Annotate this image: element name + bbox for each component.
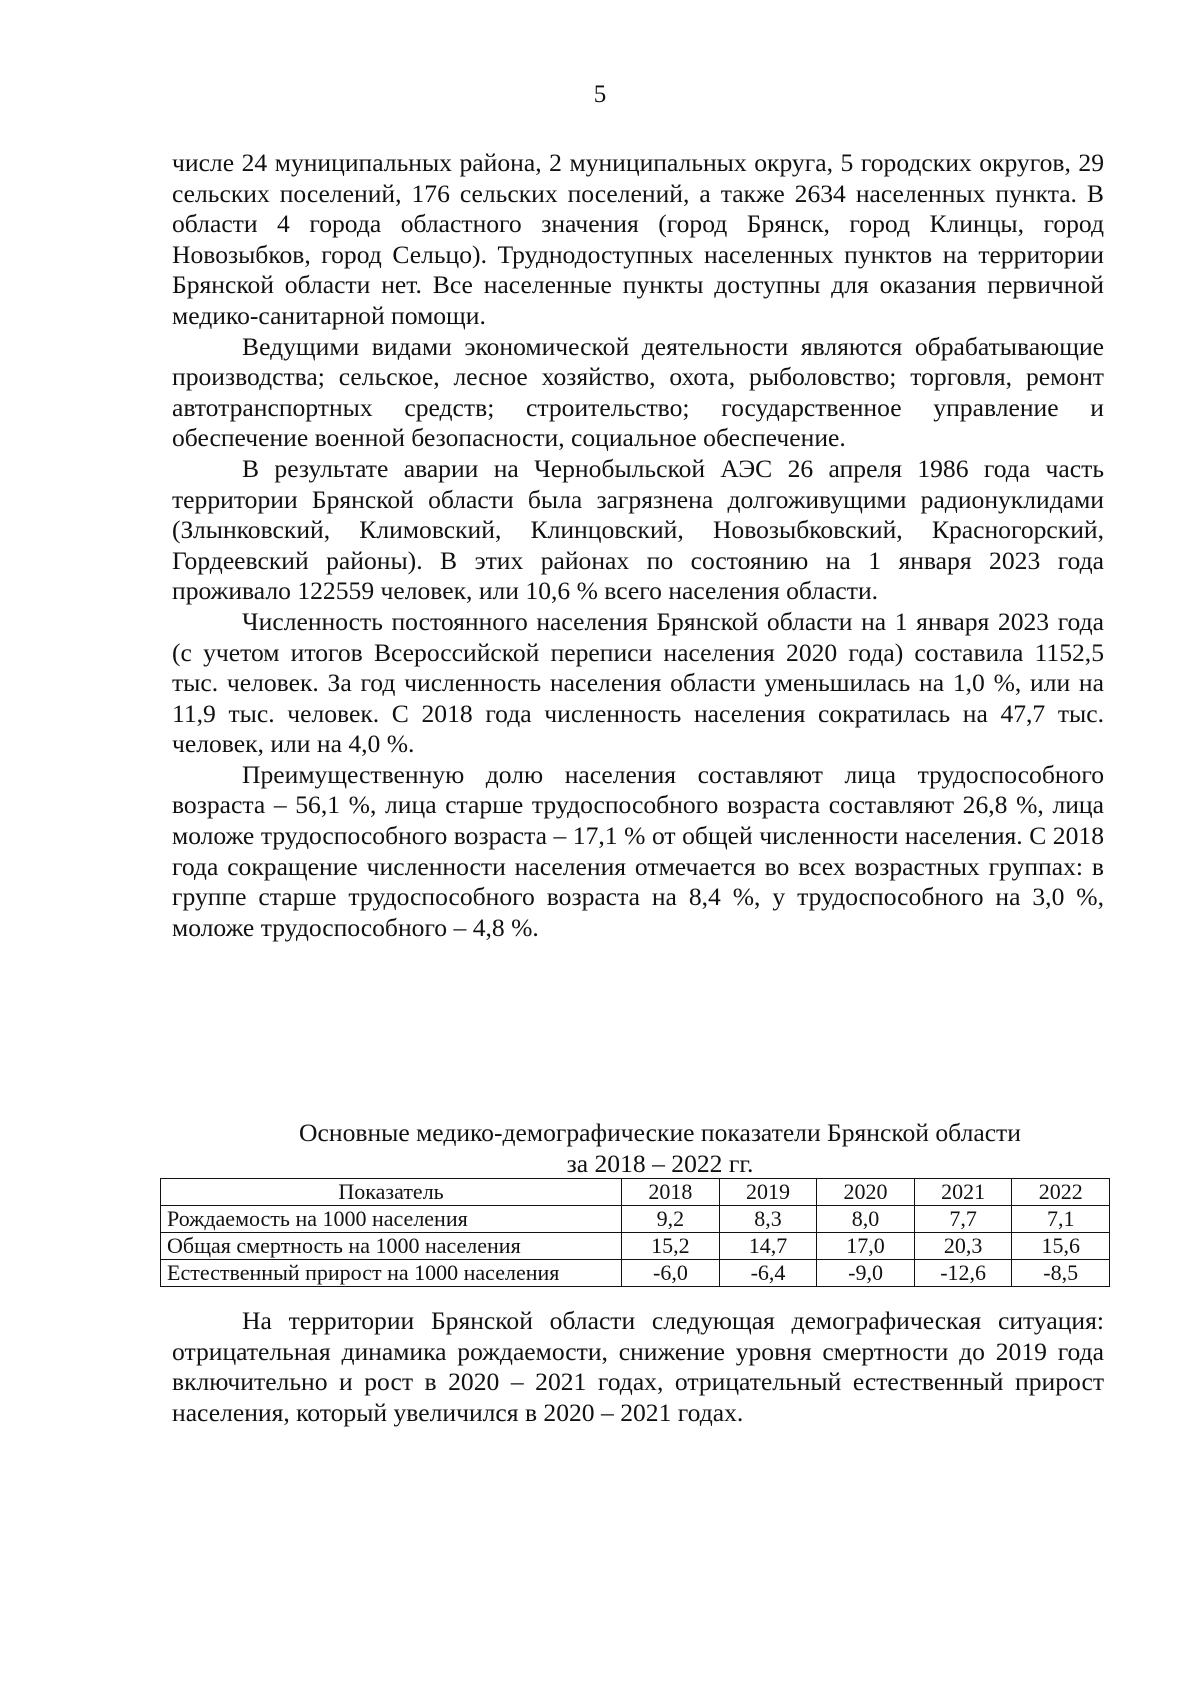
table-cell: -6,4 xyxy=(719,1260,817,1287)
table-cell: 8,3 xyxy=(719,1206,817,1233)
row-label: Общая смертность на 1000 населения xyxy=(161,1233,622,1260)
table-cell: 7,7 xyxy=(914,1206,1012,1233)
table-cell: 14,7 xyxy=(719,1233,817,1260)
paragraph-population-size: Численность постоянного населения Брянской области на 1 января 2023 года (с учетом итогов Всероссийской переписи населения 2020 года) составила 1152,5 тыс. человек. За год численность населения области уменьшилась на 1,0 %, или на 11,9 тыс. человек. С 2018 года численность населения сократилась на 47,7 тыс. человек, или на 4,0 %. xyxy=(172,606,1104,759)
header-year-2022: 2022 xyxy=(1012,1179,1110,1206)
table-cell: -9,0 xyxy=(817,1260,915,1287)
paragraph-economic-activity: Ведущими видами экономической деятельности являются обрабатывающие производства; сельское, лесное хозяйство, охота, рыболовство; торговля, ремонт автотранспортных средств; строительство; государственное управление и обеспечение военной безопасности, социальное обеспечение. xyxy=(172,331,1104,453)
page-number: 5 xyxy=(593,81,607,108)
header-year-2018: 2018 xyxy=(622,1179,720,1206)
row-label: Естественный прирост на 1000 населения xyxy=(161,1260,622,1287)
header-year-2020: 2020 xyxy=(817,1179,915,1206)
paragraph-chernobyl-contamination: В результате аварии на Чернобыльской АЭС 26 апреля 1986 года часть территории Брянской области была загрязнена долгоживущими радионуклидами (Злынковский, Климовский, Клинцовский, Новозыбковский, Красногорский, Гордеевский районы). В этих районах по состоянию на 1 января 2023 года проживало 122559 человек, или 10,6 % всего населения области. xyxy=(172,453,1104,606)
table-row-mortality xyxy=(161,1233,1110,1260)
table-cell: 20,3 xyxy=(914,1233,1012,1260)
paragraph-demographic-situation: На территории Брянской области следующая демографическая ситуация: отрицательная динамика рождаемости, снижение уровня смертности до 2019 года включительно и рост в 2020 – 2021 годах, отрицательный естественный прирост населения, который увеличился в 2020 – 2021 годах. xyxy=(172,1306,1104,1427)
table-cell: -12,6 xyxy=(914,1260,1012,1287)
header-year-2019: 2019 xyxy=(719,1179,817,1206)
header-indicator: Показатель xyxy=(161,1179,622,1206)
closing-text xyxy=(172,1306,1104,1428)
table-caption-line-2: за 2018 – 2022 гг. xyxy=(566,1148,754,1178)
demographic-indicators-table xyxy=(160,1178,1110,1287)
table-cell: 15,2 xyxy=(622,1233,720,1260)
header-year-2021: 2021 xyxy=(914,1179,1012,1206)
table-header-row xyxy=(161,1179,1110,1206)
table-cell: -6,0 xyxy=(622,1260,720,1287)
table-row-natural-increase xyxy=(161,1260,1110,1287)
row-label: Рождаемость на 1000 населения xyxy=(161,1206,622,1233)
paragraph-age-structure: Преимущественную долю населения составляют лица трудоспособного возраста – 56,1 %, лица старше трудоспособного возраста составляют 26,8 %, лица моложе трудоспособного возраста – 17,1 % от общей численности населения. С 2018 года сокращение численности населения отмечается во всех возрастных группах: в группе старше трудоспособного возраста на 8,4 %, у трудоспособного на 3,0 %, моложе трудоспособного – 4,8 %. xyxy=(172,759,1104,942)
table-caption xyxy=(160,1118,1160,1179)
table-cell: -8,5 xyxy=(1012,1260,1110,1287)
table-row-birth-rate xyxy=(161,1206,1110,1233)
table-caption-line-1: Основные медико-демографические показатели Брянской области xyxy=(299,1118,1021,1147)
table-cell: 9,2 xyxy=(622,1206,720,1233)
body-text xyxy=(172,148,1104,943)
table-cell: 15,6 xyxy=(1012,1233,1110,1260)
table-cell: 8,0 xyxy=(817,1206,915,1233)
table-cell: 7,1 xyxy=(1012,1206,1110,1233)
table-cell: 17,0 xyxy=(817,1233,915,1260)
paragraph-administrative-division: числе 24 муниципальных района, 2 муниципальных округа, 5 городских округов, 29 сельских поселений, 176 сельских поселений, а также 2634 населенных пункта. В области 4 города областного значения (город Брянск, город Клинцы, город Новозыбков, город Сельцо). Труднодоступных населенных пунктов на территории Брянской области нет. Все населенные пункты доступны для оказания первичной медико-санитарной помощи. xyxy=(172,148,1104,330)
